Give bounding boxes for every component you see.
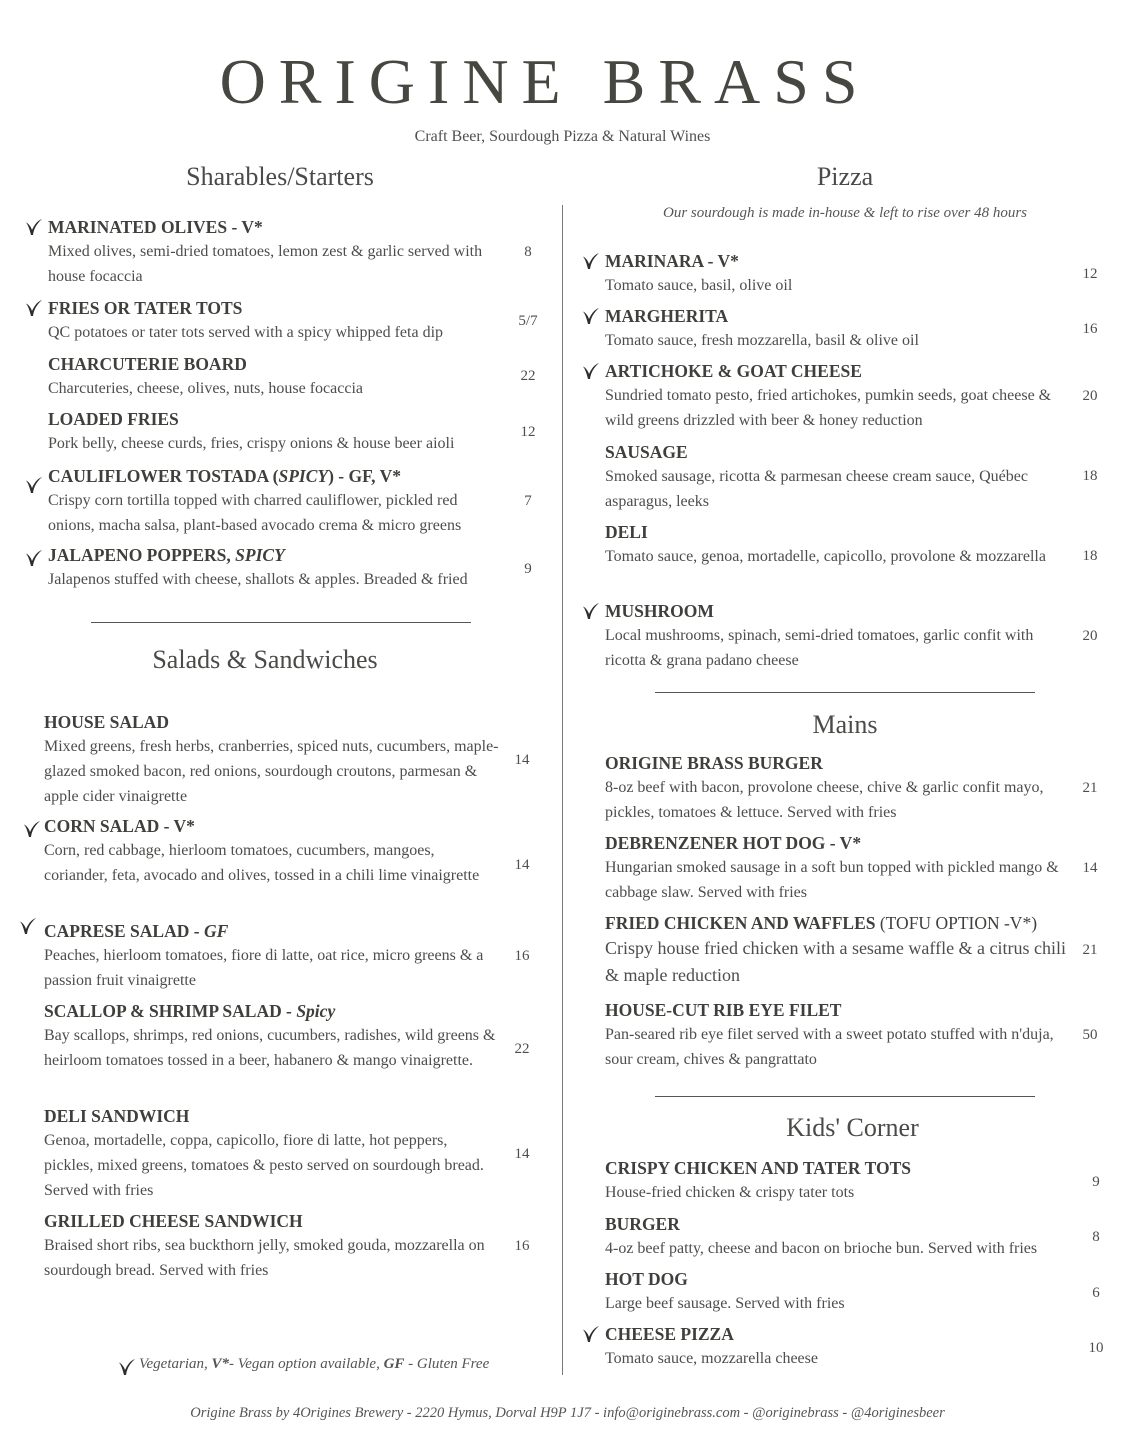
menu-item xyxy=(48,543,508,592)
menu-item xyxy=(48,215,508,289)
item-name: CAULIFLOWER TOSTADA (SPICY) - GF, V* xyxy=(48,466,402,486)
section-divider xyxy=(655,692,1035,693)
vegetarian-leaf-icon xyxy=(22,547,44,569)
item-description: Local mushrooms, spinach, semi-dried tomatoes, garlic confit with ricotta & grana padano cheese xyxy=(605,627,1034,669)
vegetarian-leaf-icon xyxy=(16,915,38,937)
contact-footer: Origine Brass by 4Origines Brewery - 2220 Hymus, Dorval H9P 1J7 - info@originebrass.com - @originebrass - @4originesbeer xyxy=(190,1405,945,1421)
vegetarian-leaf-icon xyxy=(579,360,601,382)
item-price: 10 xyxy=(1088,1340,1104,1356)
menu-item xyxy=(605,359,1070,433)
item-description: Large beef sausage. Served with fries xyxy=(605,1295,845,1312)
vegetarian-leaf-icon xyxy=(22,216,44,238)
item-price: 8 xyxy=(524,244,532,260)
item-description: Mixed greens, fresh herbs, cranberries, spiced nuts, cucumbers, maple-glazed smoked bacon, red onions, sourdough croutons, parmesan & apple cider vinaigrette xyxy=(44,738,499,805)
menu-item xyxy=(605,911,1075,989)
item-description: Jalapenos stuffed with cheese, shallots & apples. Breaded & fried xyxy=(48,571,468,588)
item-description: Peaches, hierloom tomatoes, fiore di latte, oat rice, micro greens & a passion fruit vinaigrette xyxy=(44,947,484,989)
menu-item xyxy=(44,1104,499,1203)
item-name: DELI xyxy=(605,522,648,542)
item-price: 6 xyxy=(1092,1285,1100,1301)
menu-item xyxy=(48,407,508,456)
item-name: CORN SALAD - V* xyxy=(44,816,195,836)
item-name: MUSHROOM xyxy=(605,601,714,621)
menu-item xyxy=(48,352,508,401)
item-name: SAUSAGE xyxy=(605,442,688,462)
item-name: ORIGINE BRASS BURGER xyxy=(605,753,823,773)
salads-heading: Salads & Sandwiches xyxy=(152,645,378,674)
item-price: 16 xyxy=(514,1238,530,1254)
item-price: 21 xyxy=(1082,942,1098,958)
menu-item xyxy=(44,1209,499,1283)
item-description: Corn, red cabbage, hierloom tomatoes, cucumbers, mangoes, coriander, feta, avocado and olives, tossed in a chili lime vinaigrette xyxy=(44,842,480,884)
menu-item xyxy=(605,998,1075,1072)
item-price: 20 xyxy=(1082,388,1098,404)
menu-item xyxy=(44,919,499,993)
vegetarian-leaf-icon xyxy=(20,818,42,840)
section-divider xyxy=(655,1096,1035,1097)
item-description: 4-oz beef patty, cheese and bacon on brioche bun. Served with fries xyxy=(605,1240,1038,1257)
item-price: 50 xyxy=(1082,1027,1098,1043)
menu-item xyxy=(44,710,499,809)
item-price: 16 xyxy=(1082,321,1098,337)
item-name: BURGER xyxy=(605,1214,680,1234)
dietary-legend: Vegetarian, V*- Vegan option available, GF - Gluten Free xyxy=(139,1356,490,1372)
item-description: House-fried chicken & crispy tater tots xyxy=(605,1184,855,1201)
menu-item xyxy=(605,599,1070,673)
item-name: CRISPY CHICKEN AND TATER TOTS xyxy=(605,1158,912,1178)
menu-item xyxy=(605,304,1070,353)
menu-item xyxy=(605,1267,1075,1316)
pizza-heading: Pizza xyxy=(816,162,874,191)
item-price: 9 xyxy=(524,561,532,577)
item-name: FRIES OR TATER TOTS xyxy=(48,298,243,318)
item-description: Charcuteries, cheese, olives, nuts, house focaccia xyxy=(48,380,363,397)
menu-item xyxy=(48,464,508,538)
menu-item xyxy=(605,831,1075,905)
item-description: Mixed olives, semi-dried tomatoes, lemon zest & garlic served with house focaccia xyxy=(48,243,483,285)
item-description: Crispy house fried chicken with a sesame waffle & a citrus chili & maple reduction xyxy=(605,938,1067,985)
item-price: 16 xyxy=(514,948,530,964)
item-name: FRIED CHICKEN AND WAFFLES (TOFU OPTION -V*) xyxy=(605,913,1038,933)
vegetarian-leaf-icon xyxy=(579,1323,601,1345)
item-price: 9 xyxy=(1092,1174,1100,1190)
menu-item xyxy=(48,296,508,345)
menu-item xyxy=(605,1156,1075,1205)
item-price: 12 xyxy=(520,424,536,440)
item-price: 7 xyxy=(524,493,532,509)
item-name: MARGHERITA xyxy=(605,306,729,326)
item-description: Hungarian smoked sausage in a soft bun topped with pickled mango & cabbage slaw. Served with fries xyxy=(605,859,1059,901)
item-price: 14 xyxy=(514,1146,530,1162)
item-name: MARINARA - V* xyxy=(605,251,739,271)
item-price: 5/7 xyxy=(518,313,538,329)
item-description: Braised short ribs, sea buckthorn jelly, smoked gouda, mozzarella on sourdough bread. Served with fries xyxy=(44,1237,485,1279)
item-price: 22 xyxy=(514,1041,530,1057)
item-name: DELI SANDWICH xyxy=(44,1106,190,1126)
menu-item xyxy=(605,1322,1075,1371)
item-price: 21 xyxy=(1082,780,1098,796)
item-name: HOUSE SALAD xyxy=(44,712,169,732)
item-name: JALAPENO POPPERS, SPICY xyxy=(48,545,285,565)
item-name: CAPRESE SALAD - GF xyxy=(44,921,229,941)
item-description: Pork belly, cheese curds, fries, crispy onions & house beer aioli xyxy=(48,435,455,452)
vegetarian-leaf-icon xyxy=(579,305,601,327)
item-name: LOADED FRIES xyxy=(48,409,179,429)
item-name: DEBRENZENER HOT DOG - V* xyxy=(605,833,862,853)
kids-heading: Kids' Corner xyxy=(786,1113,919,1142)
item-price: 8 xyxy=(1092,1229,1100,1245)
item-description: Tomato sauce, genoa, mortadelle, capicollo, provolone & mozzarella xyxy=(605,548,1046,565)
mains-heading: Mains xyxy=(812,710,878,739)
menu-item xyxy=(605,249,1070,298)
item-price: 20 xyxy=(1082,628,1098,644)
item-description: Bay scallops, shrimps, red onions, cucumbers, radishes, wild greens & heirloom tomatoes tossed in a beer, habanero & mango vinaigrette. xyxy=(44,1027,496,1069)
item-price: 14 xyxy=(1082,860,1098,876)
item-price: 22 xyxy=(520,368,536,384)
item-price: 14 xyxy=(514,857,530,873)
menu-item xyxy=(44,999,499,1073)
vegetarian-leaf-icon xyxy=(579,250,601,272)
item-description: Tomato sauce, fresh mozzarella, basil & olive oil xyxy=(605,332,919,349)
pizza-note: Our sourdough is made in-house & left to rise over 48 hours xyxy=(662,205,1027,221)
menu-item xyxy=(605,751,1075,825)
item-name: GRILLED CHEESE SANDWICH xyxy=(44,1211,303,1231)
item-price: 14 xyxy=(514,752,530,768)
item-description: 8-oz beef with bacon, provolone cheese, chive & garlic confit mayo, pickles, tomatoes & lettuce. Served with fries xyxy=(605,779,1044,821)
item-description: Genoa, mortadelle, coppa, capicollo, fiore di latte, hot peppers, pickles, mixed greens, tomatoes & pesto served on sourdough bread. Served with fries xyxy=(44,1132,484,1199)
vegetarian-leaf-icon xyxy=(115,1356,137,1378)
vegetarian-leaf-icon xyxy=(579,600,601,622)
vegetarian-leaf-icon xyxy=(22,474,44,496)
vegetarian-leaf-icon xyxy=(22,297,44,319)
item-description: Sundried tomato pesto, fried artichokes, pumkin seeds, goat cheese & wild greens drizzled with beer & honey reduction xyxy=(605,387,1052,429)
item-name: HOUSE-CUT RIB EYE FILET xyxy=(605,1000,842,1020)
column-divider xyxy=(562,205,563,1375)
item-description: Pan-seared rib eye filet served with a sweet potato stuffed with n'duja, sour cream, chives & pangrattato xyxy=(605,1026,1054,1068)
item-description: QC potatoes or tater tots served with a spicy whipped feta dip xyxy=(48,324,444,341)
menu-item xyxy=(44,814,499,888)
restaurant-title: ORIGINE BRASS xyxy=(219,46,871,117)
menu-item xyxy=(605,440,1070,514)
item-name: SCALLOP & SHRIMP SALAD - Spicy xyxy=(44,1001,336,1021)
section-divider xyxy=(91,622,471,623)
item-price: 18 xyxy=(1082,468,1098,484)
item-name: HOT DOG xyxy=(605,1269,688,1289)
item-description: Tomato sauce, mozzarella cheese xyxy=(605,1350,818,1367)
item-description: Tomato sauce, basil, olive oil xyxy=(605,277,793,294)
menu-item xyxy=(605,520,1070,569)
item-name: CHEESE PIZZA xyxy=(605,1324,734,1344)
restaurant-subtitle: Craft Beer, Sourdough Pizza & Natural Wines xyxy=(414,128,711,145)
item-description: Smoked sausage, ricotta & parmesan cheese cream sauce, Québec asparagus, leeks xyxy=(605,468,1028,510)
item-price: 12 xyxy=(1082,266,1098,282)
item-name: CHARCUTERIE BOARD xyxy=(48,354,247,374)
item-name: MARINATED OLIVES - V* xyxy=(48,217,263,237)
sharables-heading: Sharables/Starters xyxy=(186,162,374,191)
menu-item xyxy=(605,1212,1075,1261)
item-description: Crispy corn tortilla topped with charred cauliflower, pickled red onions, macha salsa, plant-based avocado crema & micro greens xyxy=(48,492,462,534)
item-price: 18 xyxy=(1082,548,1098,564)
item-name: ARTICHOKE & GOAT CHEESE xyxy=(605,361,862,381)
